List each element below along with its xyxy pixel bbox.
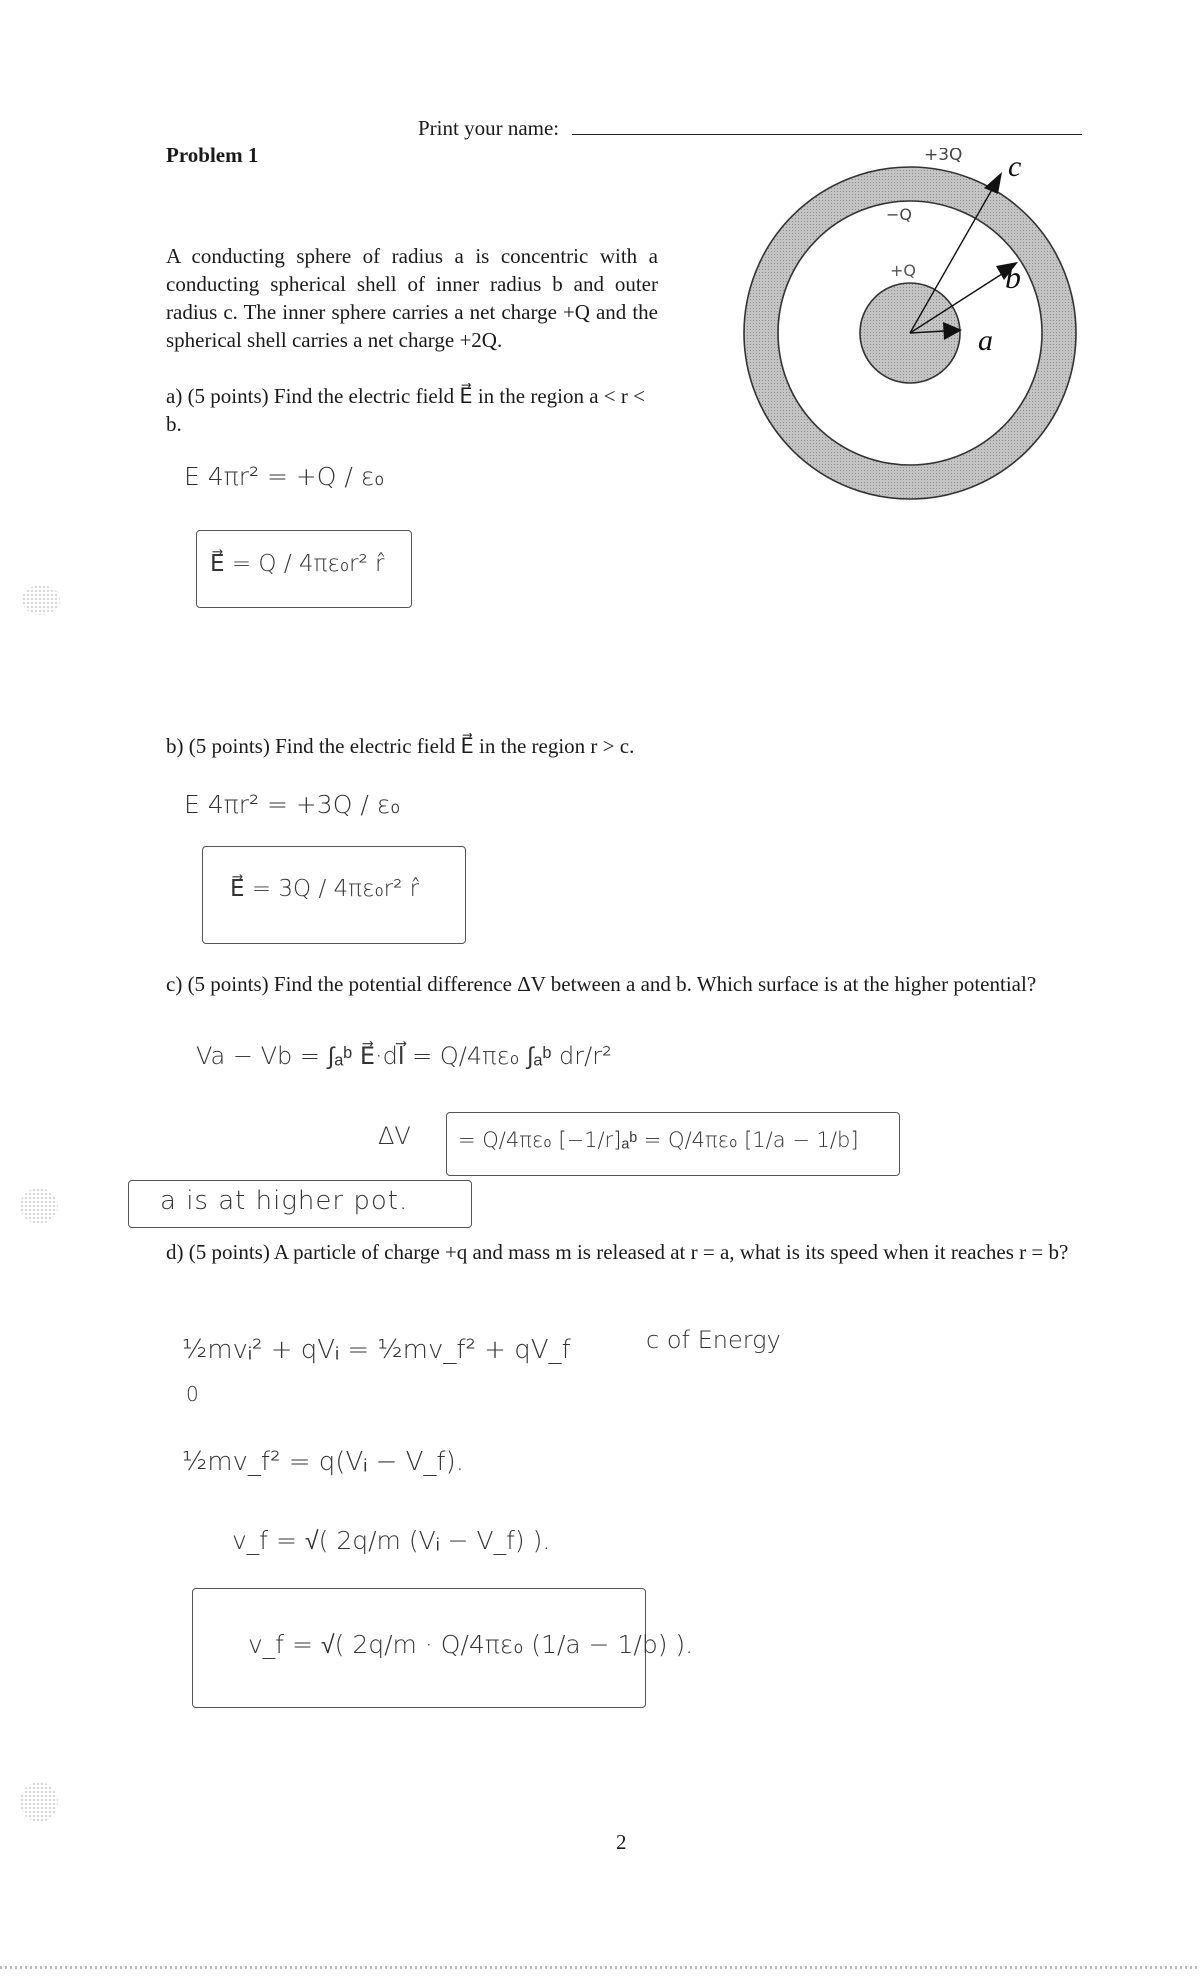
- work-d-line1: ½mvᵢ² + qVᵢ = ½mv_f² + qV_f: [182, 1335, 571, 1365]
- intro-text: [166, 242, 658, 354]
- name-line[interactable]: [572, 134, 1082, 135]
- work-d-line3: v_f = √( 2q/m (Vᵢ − V_f) ).: [232, 1526, 551, 1555]
- question-d: d) (5 points) A particle of charge +q and mass m is released at r = a, what is its speed when it reaches r = b?: [166, 1240, 1069, 1264]
- figure-label-c: c: [1008, 150, 1022, 183]
- figure-label-a: a: [978, 324, 993, 357]
- conclusion-c: a is at higher pot.: [160, 1186, 409, 1216]
- name-prompt: Print your name:: [418, 116, 560, 140]
- hand-inner-surface-charge: −Q: [886, 205, 912, 224]
- work-a-line1: E 4πr² = +Q / ε₀: [184, 462, 385, 491]
- scan-speckle: [20, 1188, 58, 1224]
- question-b: b) (5 points) Find the electric field E⃗ in the region r > c.: [166, 734, 635, 758]
- answer-a: E⃗ = Q / 4πε₀r² r̂: [210, 551, 385, 577]
- hand-outer-charge: +3Q: [924, 148, 963, 165]
- work-c-line1: Va − Vb = ∫ₐᵇ E⃗·dl⃗ = Q/4πε₀ ∫ₐᵇ dr/r²: [196, 1042, 612, 1070]
- intro-paragraph: A conducting sphere of radius a is concentric with a conducting spherical shell of inner radius b and outer radius c. The inner sphere carries a net charge +Q and the spherical shell carries a net charge +2Q.: [166, 244, 658, 352]
- answer-b: E⃗ = 3Q / 4πε₀r² r̂: [230, 876, 420, 902]
- problem-title: Problem 1: [166, 143, 259, 167]
- hand-sphere-charge: +Q: [890, 261, 916, 280]
- question-c: c) (5 points) Find the potential difference ΔV between a and b. Which surface is at the higher potential?: [166, 972, 1037, 996]
- work-d-line2: ½mv_f² = q(Vᵢ − V_f).: [182, 1447, 464, 1477]
- scan-edge: [0, 1966, 1200, 1969]
- concentric-sphere-figure: [740, 148, 1080, 518]
- question-a: a) (5 points) Find the electric field E⃗ in the region a < r < b.: [166, 384, 645, 436]
- work-b-line1: E 4πr² = +3Q / ε₀: [184, 790, 401, 819]
- answer-c: = Q/4πε₀ [−1/r]ₐᵇ = Q/4πε₀ [1/a − 1/b]: [458, 1128, 859, 1152]
- scan-speckle: [20, 1782, 58, 1822]
- scan-speckle: [22, 585, 60, 615]
- answer-d: v_f = √( 2q/m · Q/4πε₀ (1/a − 1/b) ).: [248, 1630, 694, 1659]
- page-number: 2: [616, 1830, 627, 1854]
- figure-label-b: b: [1005, 259, 1021, 295]
- answer-c-prefix: ΔV: [378, 1122, 411, 1150]
- work-d-note: c of Energy: [646, 1326, 781, 1354]
- work-d-zero: 0: [186, 1382, 199, 1406]
